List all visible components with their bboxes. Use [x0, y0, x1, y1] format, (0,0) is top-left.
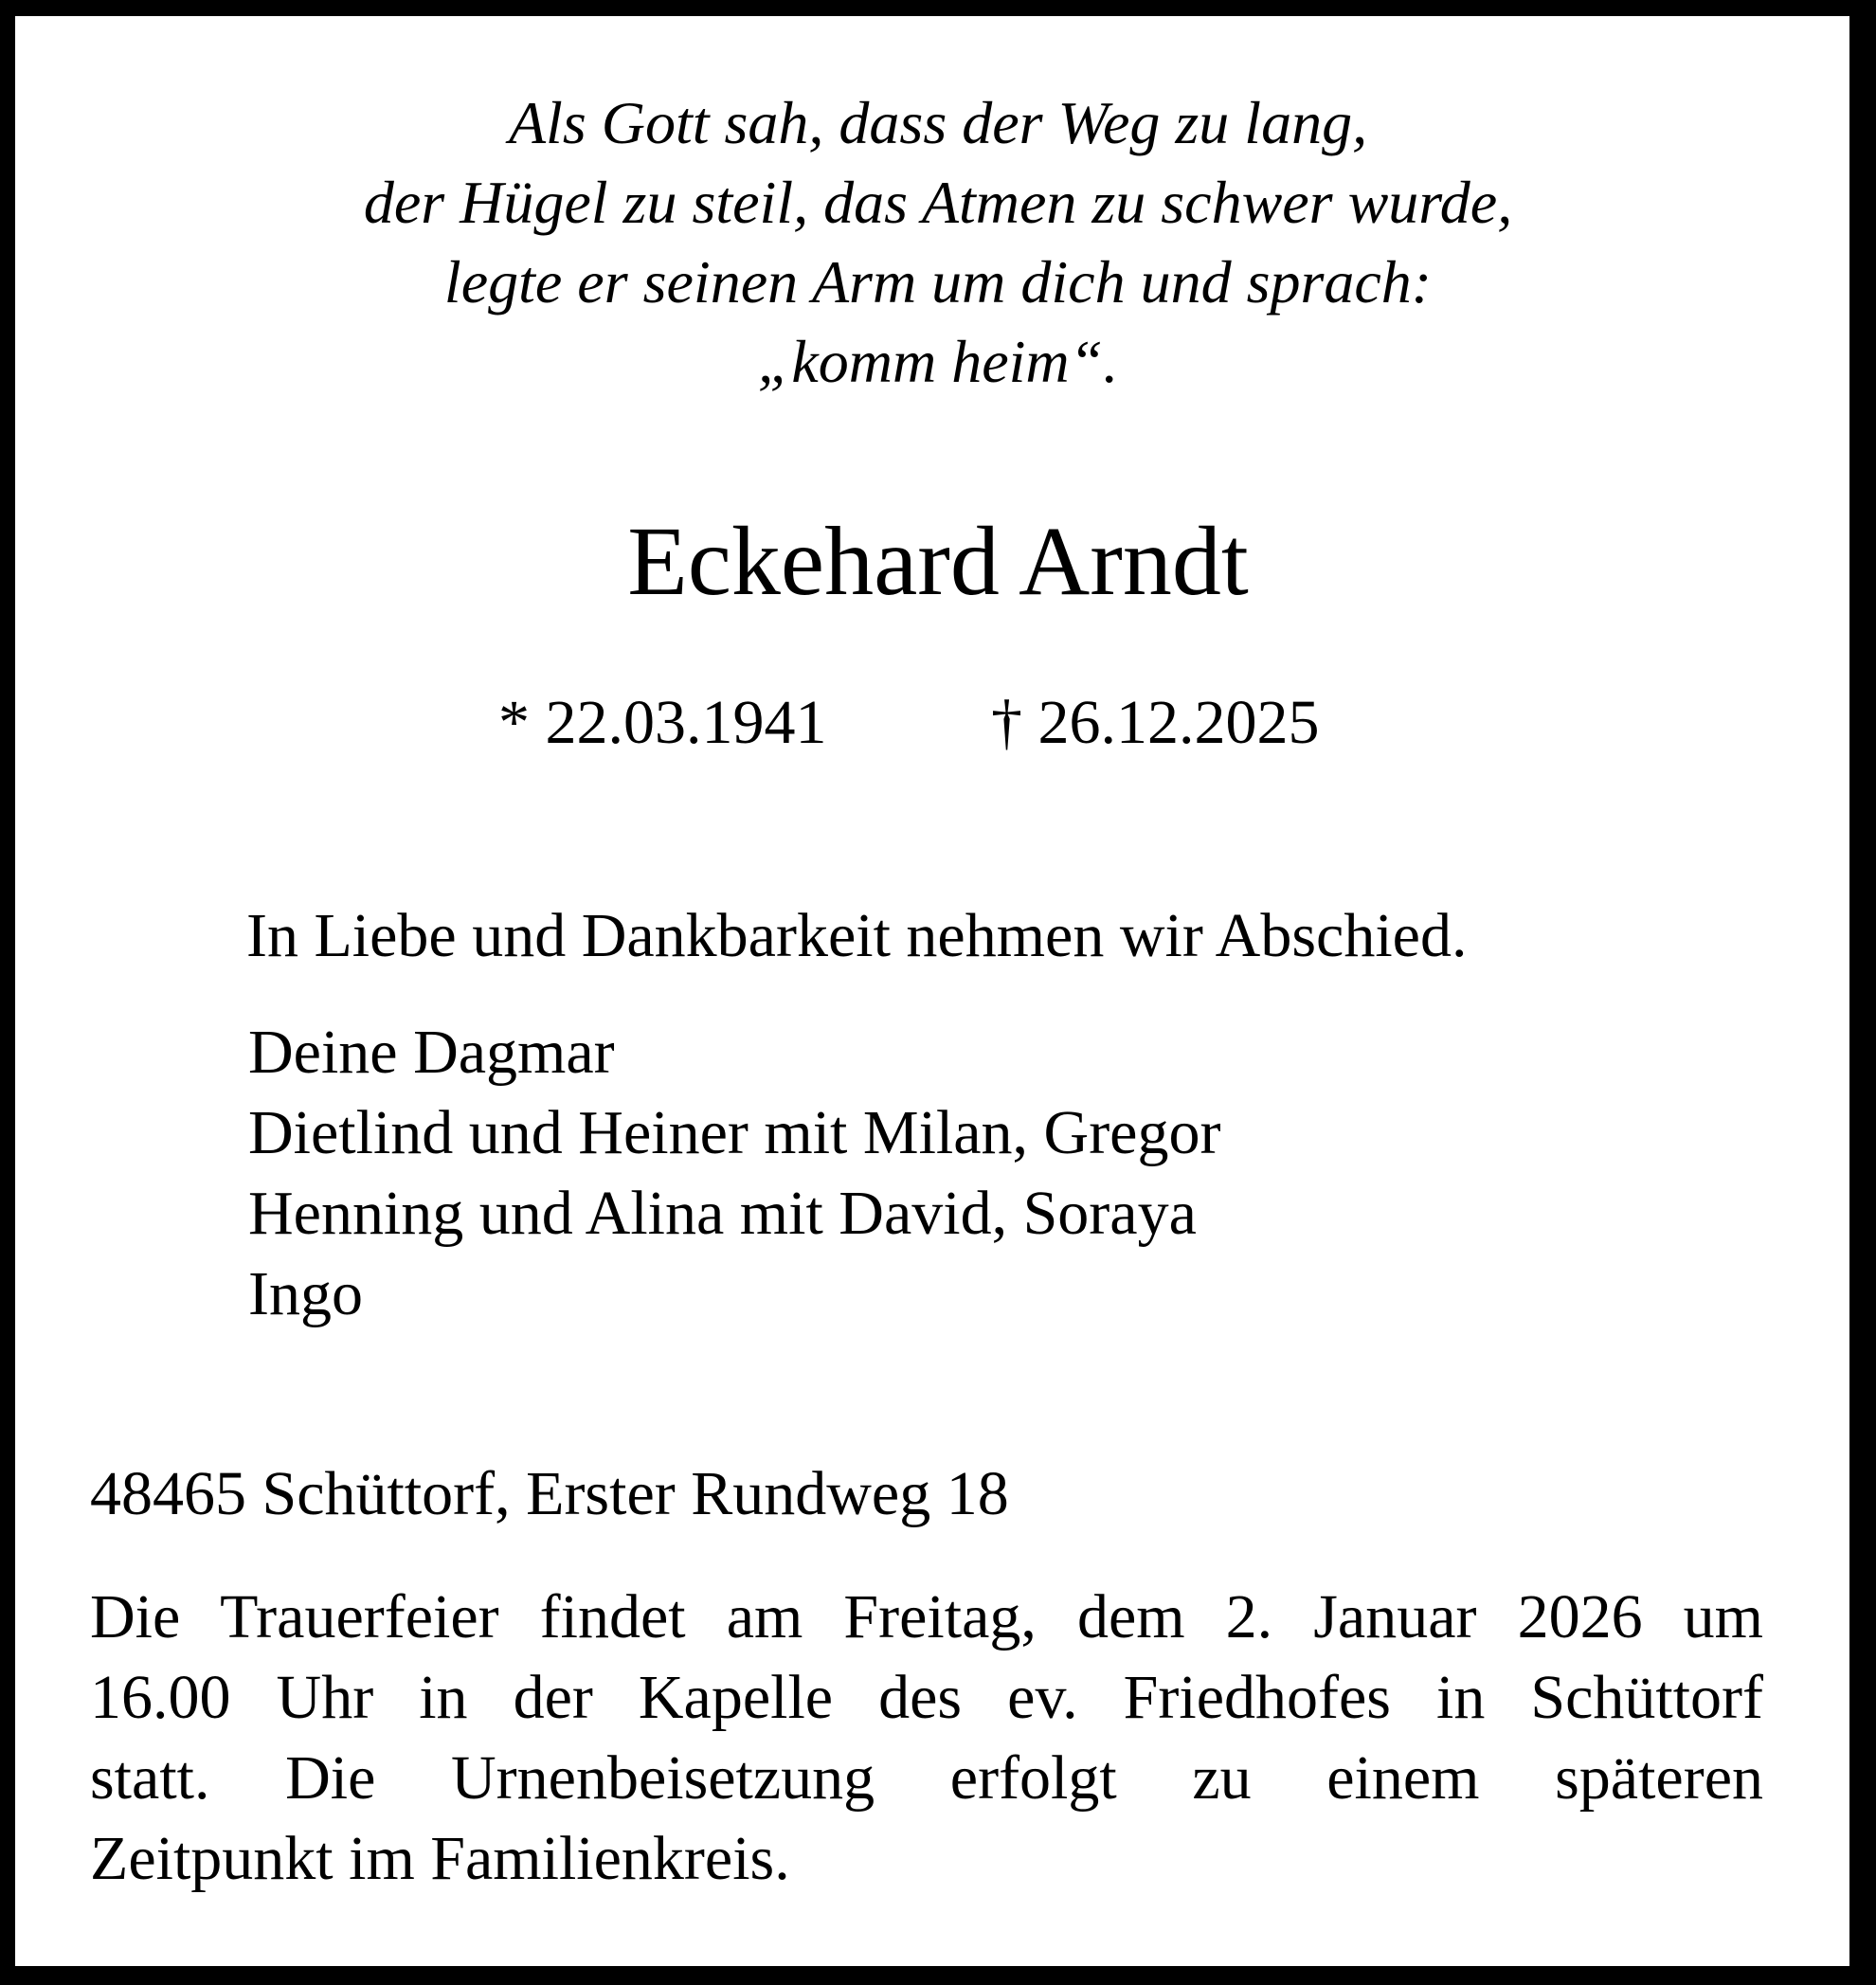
service-line: Zeitpunkt im Familienkreis.	[90, 1824, 790, 1893]
verse-line: Als Gott sah, dass der Weg zu lang,	[508, 89, 1368, 156]
mourner-entry: Dietlind und Heiner mit Milan, Gregor	[248, 1098, 1221, 1167]
service-line: 16.00 Uhr in der Kapelle des ev. Friedhofes in Schüttorf	[90, 1663, 1763, 1732]
verse-line: legte er seinen Arm um dich und sprach:	[443, 248, 1433, 316]
death-date: † 26.12.2025	[991, 688, 1320, 757]
deceased-name: Eckehard Arndt	[627, 507, 1249, 616]
birth-date: * 22.03.1941	[498, 688, 827, 757]
mourner-entry: Henning und Alina mit David, Soraya	[248, 1179, 1197, 1248]
mourner-entry: Ingo	[248, 1259, 363, 1328]
funeral-service-notice	[90, 1577, 1763, 1899]
family-address: 48465 Schüttorf, Erster Rundweg 18	[90, 1459, 1009, 1528]
service-line: statt. Die Urnenbeisetzung erfolgt zu einem späteren	[90, 1743, 1763, 1813]
mourner-entry: Deine Dagmar	[248, 1018, 615, 1087]
verse-line: der Hügel zu steil, das Atmen zu schwer wurde,	[363, 169, 1513, 236]
service-line: Die Trauerfeier findet am Freitag, dem 2. Januar 2026 um	[90, 1582, 1763, 1651]
verse-line: „komm heim“.	[757, 328, 1119, 395]
memorial-verse	[0, 83, 1876, 402]
farewell-statement: In Liebe und Dankbarkeit nehmen wir Abschied.	[246, 901, 1468, 970]
mourners-list	[248, 1012, 1220, 1334]
